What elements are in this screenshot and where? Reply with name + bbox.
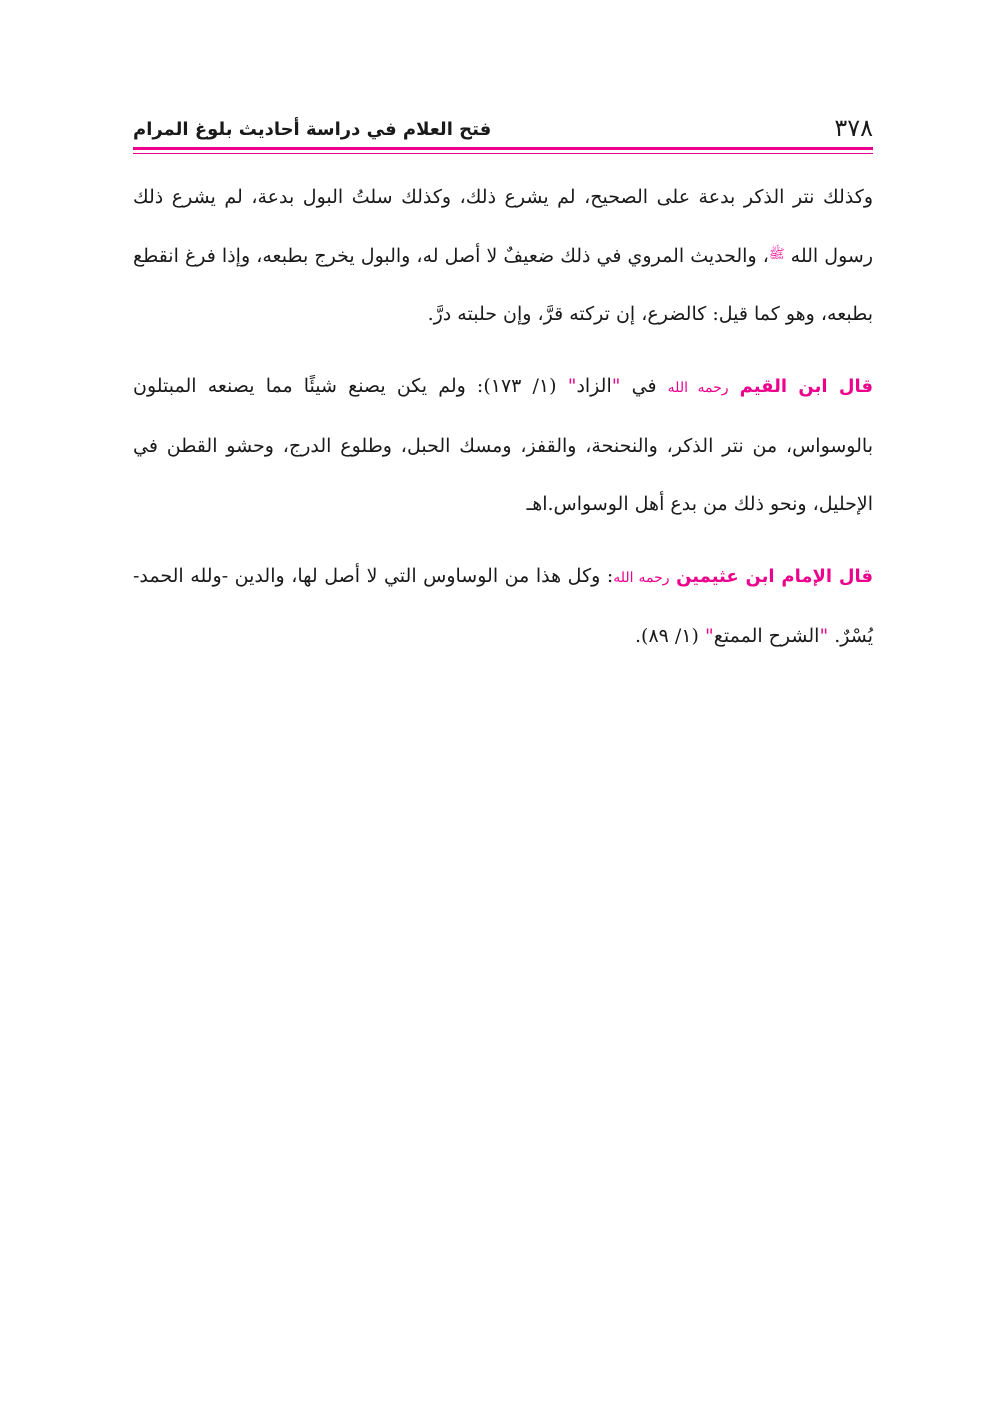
source-title-sharh-mumti: الشرح الممتع (713, 625, 820, 647)
paragraph-3-text-a: : وكل هذا من الوساوس التي لا أصل لها، والدين -ولله الحمد- يُسْرٌ. (133, 565, 873, 647)
source-title-zad: الزاد (576, 375, 612, 397)
quote-speaker-ibn-uthaymin: قال الإمام ابن عثيمين (676, 566, 873, 587)
paragraph-3-text-b: (١/ ٨٩). (635, 625, 705, 647)
honorific-rahimahullah: رحمه الله (613, 570, 670, 586)
book-title: فتح العلام في دراسة أحاديث بلوغ المرام (133, 119, 492, 140)
paragraph-1-text-a: وكذلك نتر الذكر بدعة على الصحيح، لم يشرع ذلك، وكذلك سلتُ البول بدعة، لم يشرع ذلك رسول الله (133, 186, 873, 267)
paragraph-2 (133, 357, 873, 533)
page-header (133, 112, 873, 148)
page-number: ٣٧٨ (834, 114, 873, 142)
open-quote-mark: " (611, 375, 621, 397)
paragraph-1-text-b: ، والحديث المروي في ذلك ضعيفٌ لا أصل له، والبول يخرج بطبعه، وإذا فرغ انقطع بطبعه، وهو كما قيل: كالضرع، إن تركته قرَّ، وإن حلبته درَّ. (133, 245, 873, 325)
body-text (133, 168, 873, 665)
open-quote-mark: " (819, 625, 829, 647)
header-rule-thick (133, 147, 873, 150)
paragraph-2-text-a: في (620, 375, 668, 397)
close-quote-mark: " (567, 375, 577, 397)
header-rule-thin (133, 153, 873, 154)
pbuh-honorific-icon: ﷺ (768, 247, 785, 262)
honorific-rahimahullah: رحمه الله (667, 380, 729, 396)
paragraph-1 (133, 168, 873, 343)
quote-speaker-ibn-qayyim: قال ابن القيم (739, 376, 874, 397)
paragraph-3 (133, 547, 873, 665)
close-quote-mark: " (705, 625, 714, 647)
paragraph-2-text-b: (١/ ١٧٣): ولم يكن يصنع شيئًا مما يصنعه المبتلون بالوسواس، من نتر الذكر، والنحنحة، والقفز، ومسك الحبل، وطلوع الدرج، وحشو القطن في الإحليل، ونحو ذلك من بدع أهل الوسواس.اهـ (133, 375, 873, 515)
